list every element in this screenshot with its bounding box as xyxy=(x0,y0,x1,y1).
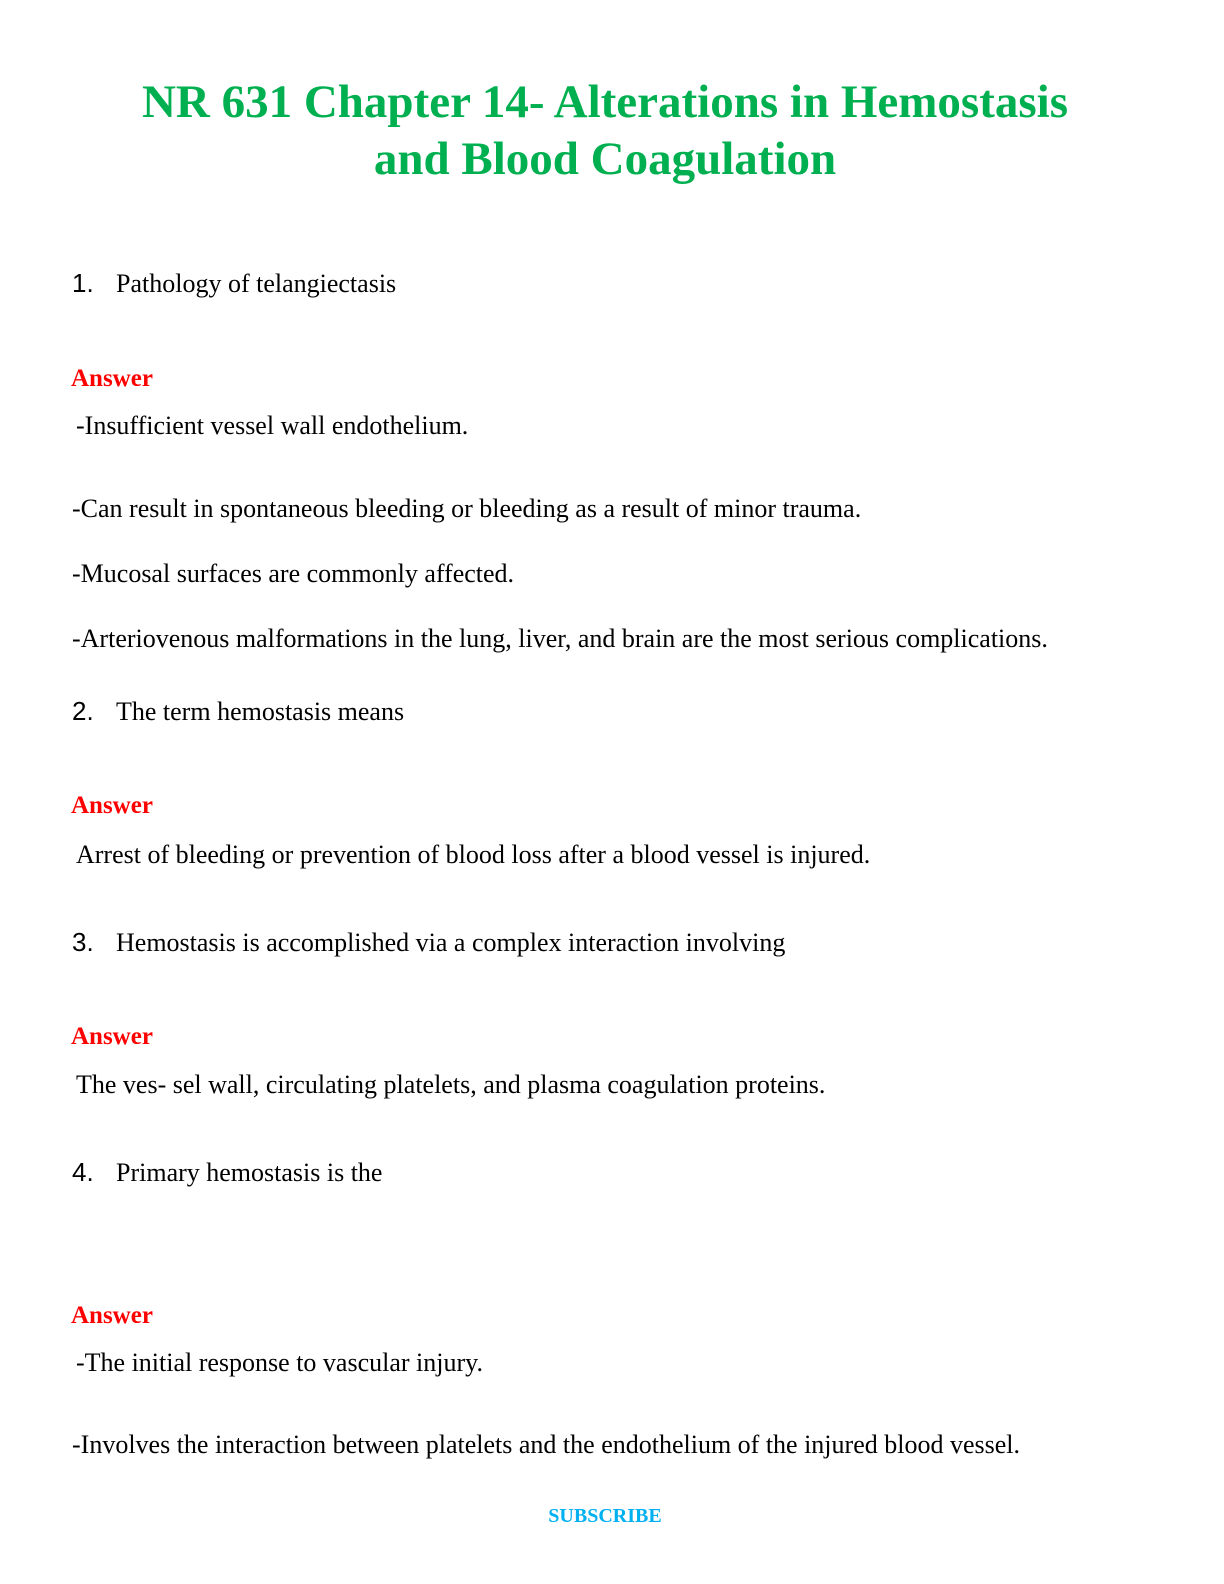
answer-label: Answer xyxy=(71,792,153,819)
page-title xyxy=(40,74,1170,188)
answer-label: Answer xyxy=(71,365,153,392)
answer-line: -Arteriovenous malformations in the lung, liver, and brain are the most serious complications. xyxy=(72,624,1048,653)
answer-line: -Insufficient vessel wall endothelium. xyxy=(76,411,469,440)
answer-line: The ves- sel wall, circulating platelets, and plasma coagulation proteins. xyxy=(76,1070,826,1099)
answer-line: -Mucosal surfaces are commonly affected. xyxy=(72,559,515,588)
answer-line: -Involves the interaction between platelets and the endothelium of the injured blood vessel. xyxy=(72,1430,1020,1459)
question-number: 3. xyxy=(72,927,94,957)
question-3 xyxy=(72,927,785,958)
answer-line: -Can result in spontaneous bleeding or bleeding as a result of minor trauma. xyxy=(72,494,862,523)
answer-line: Arrest of bleeding or prevention of blood loss after a blood vessel is injured. xyxy=(76,840,871,869)
question-text: Pathology of telangiectasis xyxy=(116,269,397,298)
page-title-line-2: and Blood Coagulation xyxy=(373,133,837,185)
question-2 xyxy=(72,696,404,727)
answer-line: -The initial response to vascular injury. xyxy=(76,1348,483,1377)
question-text: Primary hemostasis is the xyxy=(116,1158,383,1187)
question-1 xyxy=(72,268,396,299)
question-text: Hemostasis is accomplished via a complex interaction involving xyxy=(116,928,786,957)
question-text: The term hemostasis means xyxy=(116,697,405,726)
answer-label: Answer xyxy=(71,1023,153,1050)
subscribe-link[interactable]: SUBSCRIBE xyxy=(548,1505,662,1527)
page-title-line-1: NR 631 Chapter 14- Alterations in Hemostasis xyxy=(141,76,1069,128)
answer-label: Answer xyxy=(71,1302,153,1329)
question-number: 4. xyxy=(72,1157,94,1187)
question-4 xyxy=(72,1157,382,1188)
question-number: 1. xyxy=(72,268,94,298)
question-number: 2. xyxy=(72,696,94,726)
